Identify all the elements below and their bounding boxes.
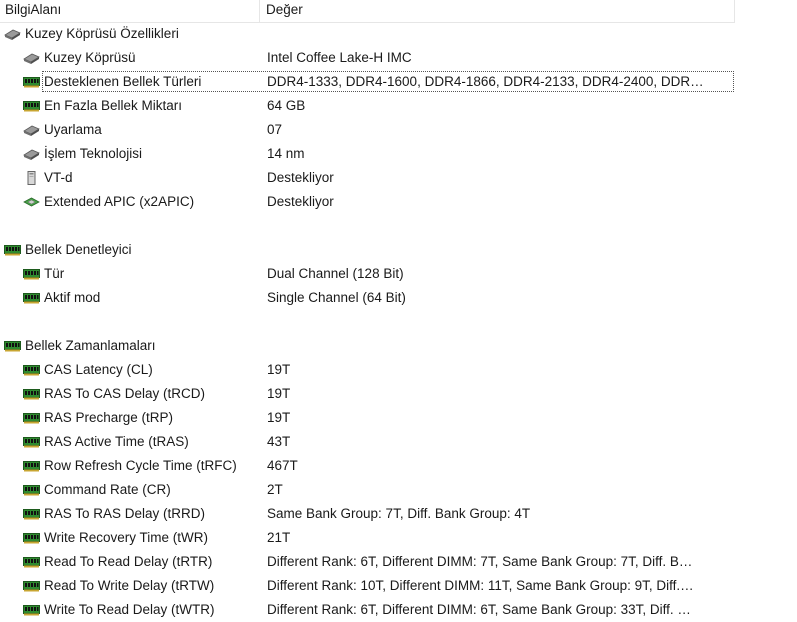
memory-module-icon bbox=[4, 243, 21, 257]
column-divider[interactable] bbox=[259, 0, 260, 22]
field-label: Command Rate (CR) bbox=[44, 482, 171, 497]
memory-module-icon bbox=[23, 267, 40, 281]
value-cell: DDR4-1333, DDR4-1600, DDR4-1866, DDR4-2133, DDR4-2400, DDR… bbox=[267, 74, 704, 89]
property-row-command-rate-cr[interactable] bbox=[0, 478, 735, 502]
field-cell bbox=[23, 70, 203, 94]
field-cell bbox=[23, 574, 214, 598]
field-cell bbox=[23, 46, 136, 70]
computer-tower-icon bbox=[23, 171, 40, 185]
value-cell: Destekliyor bbox=[267, 194, 334, 209]
property-row-write-to-read-delay-twtr[interactable] bbox=[0, 598, 735, 622]
value-cell: 64 GB bbox=[267, 98, 306, 113]
value-cell: Intel Coffee Lake-H IMC bbox=[267, 50, 412, 65]
value-cell: 19T bbox=[267, 410, 291, 425]
chip-icon bbox=[23, 147, 40, 161]
field-label: Write Recovery Time (tWR) bbox=[44, 530, 209, 545]
property-row-uyarlama[interactable] bbox=[0, 118, 735, 142]
column-header bbox=[0, 0, 735, 23]
field-cell bbox=[23, 550, 212, 574]
column-divider[interactable] bbox=[734, 0, 735, 22]
value-cell: Different Rank: 10T, Different DIMM: 11T, Same Bank Group: 9T, Diff.… bbox=[267, 578, 694, 593]
field-cell bbox=[23, 406, 173, 430]
field-label: Read To Read Delay (tRTR) bbox=[44, 554, 213, 569]
field-cell bbox=[23, 286, 100, 310]
field-cell bbox=[23, 526, 208, 550]
field-label: En Fazla Bellek Miktarı bbox=[44, 98, 183, 113]
field-cell bbox=[23, 142, 142, 166]
field-label: CAS Latency (CL) bbox=[44, 362, 153, 377]
value-cell: Different Rank: 6T, Different DIMM: 6T, Same Bank Group: 33T, Diff. … bbox=[267, 602, 691, 617]
value-cell: Destekliyor bbox=[267, 170, 334, 185]
property-row-ras-to-cas-delay-trcd[interactable] bbox=[0, 382, 735, 406]
memory-module-icon bbox=[23, 387, 40, 401]
field-label: Extended APIC (x2APIC) bbox=[44, 194, 195, 209]
group-row-bellek-zamanlamalari[interactable] bbox=[0, 334, 735, 358]
memory-module-icon bbox=[23, 579, 40, 593]
column-header-field[interactable]: BilgiAlanı bbox=[5, 2, 62, 17]
field-cell bbox=[23, 382, 205, 406]
value-cell: Single Channel (64 Bit) bbox=[267, 290, 406, 305]
property-list bbox=[0, 22, 735, 622]
memory-module-icon bbox=[23, 555, 40, 569]
property-row-write-recovery-time-twr[interactable] bbox=[0, 526, 735, 550]
value-cell: 21T bbox=[267, 530, 291, 545]
field-label: Bellek Zamanlamaları bbox=[25, 338, 156, 353]
field-cell bbox=[23, 94, 182, 118]
field-label: Bellek Denetleyici bbox=[25, 242, 132, 257]
chip-icon bbox=[23, 123, 40, 137]
memory-module-icon bbox=[23, 507, 40, 521]
value-cell: 467T bbox=[267, 458, 298, 473]
property-row-aktif-mod[interactable] bbox=[0, 286, 735, 310]
field-label: Aktif mod bbox=[44, 290, 101, 305]
field-label: RAS Precharge (tRP) bbox=[44, 410, 174, 425]
memory-module-icon bbox=[23, 291, 40, 305]
field-label: İşlem Teknolojisi bbox=[44, 146, 143, 161]
property-row-islem-teknolojisi[interactable] bbox=[0, 142, 735, 166]
field-cell bbox=[23, 118, 102, 142]
value-cell: 19T bbox=[267, 362, 291, 377]
field-cell bbox=[4, 238, 132, 262]
value-cell: 19T bbox=[267, 386, 291, 401]
property-row-kuzey-koprusu[interactable] bbox=[0, 46, 735, 70]
property-row-row-refresh-cycle-time-trfc[interactable] bbox=[0, 454, 735, 478]
field-label: RAS To CAS Delay (tRCD) bbox=[44, 386, 206, 401]
field-label: VT-d bbox=[44, 170, 73, 185]
field-label: Tür bbox=[44, 266, 65, 281]
chip-icon bbox=[23, 51, 40, 65]
value-cell: 43T bbox=[267, 434, 291, 449]
property-row-en-fazla-bellek-miktari[interactable] bbox=[0, 94, 735, 118]
group-row-bellek-denetleyici[interactable] bbox=[0, 238, 735, 262]
field-cell bbox=[4, 334, 156, 358]
field-cell bbox=[23, 454, 237, 478]
field-label: Kuzey Köprüsü bbox=[44, 50, 136, 65]
value-cell: 14 nm bbox=[267, 146, 305, 161]
field-cell bbox=[23, 262, 64, 286]
field-label: Kuzey Köprüsü Özellikleri bbox=[25, 26, 179, 41]
field-cell bbox=[23, 598, 215, 622]
memory-module-icon bbox=[23, 435, 40, 449]
memory-module-icon bbox=[23, 459, 40, 473]
property-row-ras-active-time-tras[interactable] bbox=[0, 430, 735, 454]
value-cell: 2T bbox=[267, 482, 283, 497]
memory-module-icon bbox=[23, 531, 40, 545]
memory-module-icon bbox=[23, 363, 40, 377]
memory-module-icon bbox=[23, 411, 40, 425]
memory-module-icon bbox=[4, 339, 21, 353]
value-cell: Different Rank: 6T, Different DIMM: 7T, Same Bank Group: 7T, Diff. B… bbox=[267, 554, 693, 569]
spacer-row bbox=[0, 214, 735, 238]
field-cell bbox=[23, 190, 194, 214]
value-cell: Dual Channel (128 Bit) bbox=[267, 266, 404, 281]
field-cell bbox=[4, 22, 179, 46]
property-row-read-to-write-delay-trtw[interactable] bbox=[0, 574, 735, 598]
property-row-extended-apic-x2apic[interactable] bbox=[0, 190, 735, 214]
memory-module-icon bbox=[23, 75, 40, 89]
field-cell bbox=[23, 478, 171, 502]
property-row-ras-precharge-trp[interactable] bbox=[0, 406, 735, 430]
property-row-vt-d[interactable] bbox=[0, 166, 735, 190]
field-label: Read To Write Delay (tRTW) bbox=[44, 578, 215, 593]
field-label: RAS Active Time (tRAS) bbox=[44, 434, 189, 449]
property-row-tur[interactable] bbox=[0, 262, 735, 286]
field-cell bbox=[23, 358, 153, 382]
value-cell: Same Bank Group: 7T, Diff. Bank Group: 4T bbox=[267, 506, 531, 521]
column-header-value[interactable]: Değer bbox=[266, 2, 303, 17]
processor-icon bbox=[23, 195, 40, 209]
property-row-read-to-read-delay-trtr[interactable] bbox=[0, 550, 735, 574]
property-row-desteklenen-bellek-turleri[interactable] bbox=[0, 70, 735, 94]
memory-module-icon bbox=[23, 99, 40, 113]
field-label: Desteklenen Bellek Türleri bbox=[44, 74, 202, 89]
property-row-cas-latency-cl[interactable] bbox=[0, 358, 735, 382]
group-row-kuzey-koprusu-ozellikleri[interactable] bbox=[0, 22, 735, 46]
spacer-row bbox=[0, 310, 735, 334]
chip-icon bbox=[4, 27, 21, 41]
field-cell bbox=[23, 502, 205, 526]
memory-module-icon bbox=[23, 603, 40, 617]
field-label: Write To Read Delay (tWTR) bbox=[44, 602, 215, 617]
property-row-ras-to-ras-delay-trrd[interactable] bbox=[0, 502, 735, 526]
field-label: Uyarlama bbox=[44, 122, 102, 137]
field-label: Row Refresh Cycle Time (tRFC) bbox=[44, 458, 237, 473]
field-label: RAS To RAS Delay (tRRD) bbox=[44, 506, 206, 521]
memory-module-icon bbox=[23, 483, 40, 497]
value-cell: 07 bbox=[267, 122, 283, 137]
field-cell bbox=[23, 430, 189, 454]
field-cell bbox=[23, 166, 73, 190]
